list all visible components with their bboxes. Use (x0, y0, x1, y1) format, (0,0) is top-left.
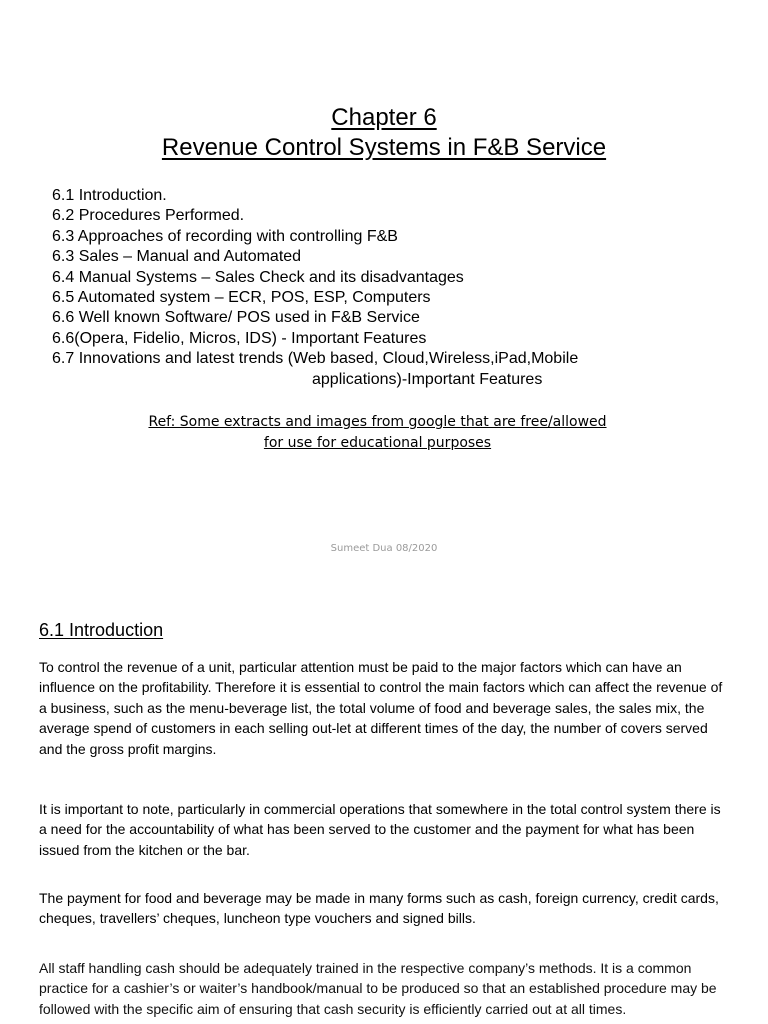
table-of-contents (52, 186, 732, 390)
reference-line: for use for educational purposes (263, 435, 492, 451)
toc-item: 6.3 Sales – Manual and Automated (52, 248, 302, 266)
section-heading: 6.1 Introduction (39, 620, 164, 640)
body-paragraph: All staff handling cash should be adequately trained in the respective company’s methods. It is a common practice for a cashier’s or waiter’s handbook/manual to be produced so that an established procedure may be followed with the specific aim of ensuring that cash security is efficiently carried out at all times. (39, 960, 717, 1017)
body-paragraph: It is important to note, particularly in commercial operations that somewhere in the total control system there is a need for the accountability of what has been served to the customer and the payment for what has been issued from the kitchen or the bar. (39, 801, 721, 858)
toc-item-continuation: applications)-Important Features (312, 370, 543, 388)
toc-item: 6.2 Procedures Performed. (52, 207, 245, 225)
reference-line: Ref: Some extracts and images from google that are free/allowed (148, 414, 607, 430)
toc-item: 6.4 Manual Systems – Sales Check and its disadvantages (52, 268, 464, 286)
author-signature: Sumeet Dua 08/2020 (330, 543, 438, 554)
reference-note (0, 412, 755, 454)
chapter-number: Chapter 6 (331, 104, 437, 131)
toc-item: 6.1 Introduction. (52, 187, 167, 204)
toc-item: 6.6(Opera, Fidelio, Micros, IDS) - Important Features (52, 329, 427, 347)
body-paragraph: The payment for food and beverage may be made in many forms such as cash, foreign currency, credit cards, cheques, travellers’ cheques, luncheon type vouchers and signed bills. (39, 890, 719, 927)
body-paragraph: To control the revenue of a unit, particular attention must be paid to the major factors which can have an influence on the profitability. Therefore it is essential to control the main factors which can affect the revenue of a business, such as the menu-beverage list, the total volume of food and beverage sales, the sales mix, the average spend of customers in each selling out-let at different times of the day, the number of covers served and the gross profit margins. (39, 659, 723, 757)
toc-item: 6.3 Approaches of recording with controlling F&B (52, 227, 398, 245)
toc-item: 6.7 Innovations and latest trends (Web based, Cloud,Wireless,iPad,Mobile (52, 350, 579, 368)
toc-item: 6.6 Well known Software/ POS used in F&B Service (52, 309, 420, 327)
toc-item: 6.5 Automated system – ECR, POS, ESP, Computers (52, 289, 431, 307)
chapter-title: Revenue Control Systems in F&B Service (161, 134, 607, 161)
